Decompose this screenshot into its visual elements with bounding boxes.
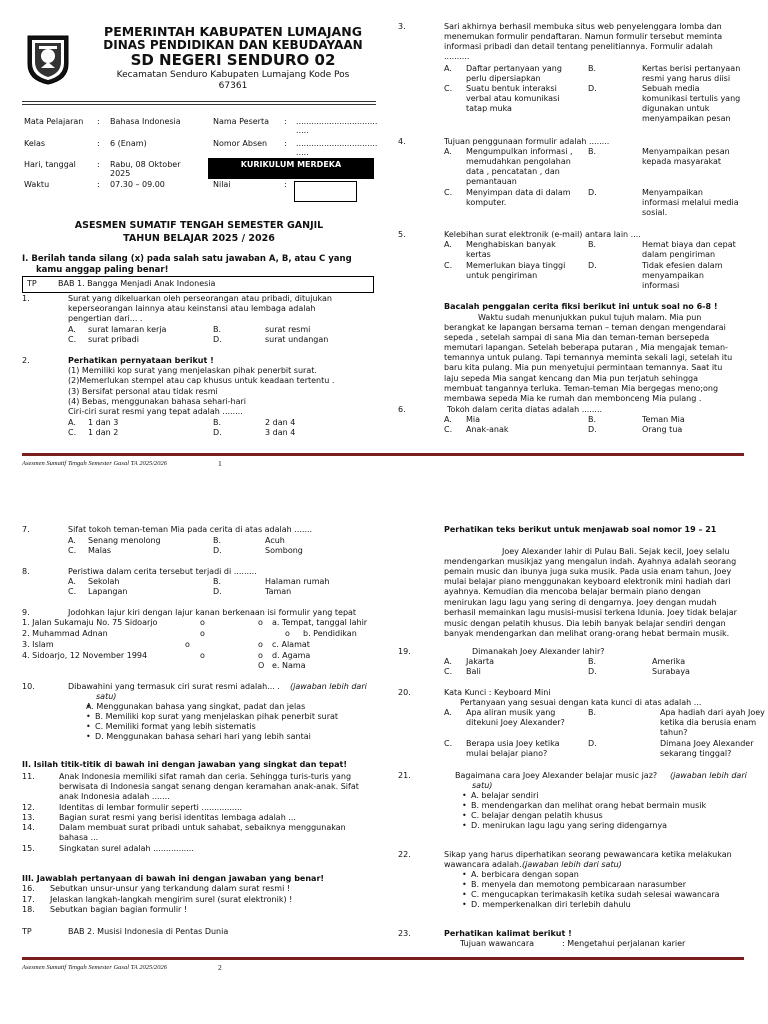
question-text: Surat yang dikeluarkan oleh perseorangan atau pribadi, ditujukan [68,294,332,303]
option-c-letter[interactable]: C. [68,428,77,437]
story-line: pemain music dan ibunya juga suka musik. Pada usia enam tahun, Joey [444,567,732,576]
option-a[interactable]: Mengumpulkan informasi , [466,147,573,156]
option-d-letter[interactable]: D. [588,261,597,270]
story-line: music dengan pelatih khusus. Dia lebih banyak belajar sendiri dengan [444,619,726,628]
name-label: Nama Peserta [213,117,270,126]
exam-year: TAHUN BELAJAR 2025 / 2026 [123,233,275,244]
checklist-item[interactable]: • A. berbicara dengan sopan [462,870,720,880]
question-text: Singkatan surel adalah ................ [59,844,194,853]
option-b[interactable]: dalam pengiriman [642,250,716,259]
match-right-d: d. Agama [272,651,311,660]
question-number: 18. [22,905,35,914]
question-text: informasi pribadi dan detail tentang penelitiannya. Formulir adalah [444,42,713,51]
option-b[interactable]: Menyampaikan pesan [642,147,730,156]
absen-field[interactable]: ................................ [296,139,378,148]
option-a-letter[interactable]: A. [444,657,452,666]
class-label: Kelas [24,139,46,148]
tp-chapter: BAB 1. Bangga Menjadi Anak Indonesia [58,279,216,288]
option-d-letter[interactable]: D. [588,84,597,93]
match-left-2: 2. Muhammad Adnan [22,629,108,638]
checklist [86,702,338,742]
question-number: 16. [22,884,35,893]
question-number: 19. [398,647,411,656]
option-a-letter[interactable]: A. [68,577,76,586]
option-c[interactable]: tatap muka [466,104,512,113]
question-text: anak Indonesia adalah ....... [59,792,170,801]
option-d-letter[interactable]: D. [588,667,597,676]
question-text: Bagaimana cara Joey Alexander belajar music jaz? [455,771,658,780]
option-d[interactable]: Tidak efesien dalam [642,261,723,270]
question-number: 22. [398,850,411,859]
checklist-item[interactable]: • D. Menggunakan bahasa sehari hari yang lebih santai [86,732,338,742]
question-text: Kelebihan surat elektronik (e-mail) antara lain .... [444,230,641,239]
page-number: 2 [218,963,222,972]
option-d-letter[interactable]: D. [588,425,597,434]
option-c-letter[interactable]: C. [444,188,453,197]
option-b-letter[interactable]: B. [588,64,597,73]
option-d-letter[interactable]: D. [588,739,597,748]
question-number: 23. [398,929,411,938]
option-b[interactable]: 2 dan 4 [265,418,296,427]
page-2-footer-rule [22,957,744,960]
story-line: berhasil memainkan lagu musisi-musisi terkena Idunia. Joey tidak belajar [444,608,737,617]
match-dot-left-2[interactable]: o [200,629,205,638]
colon: : [97,180,100,189]
story-line: sepeda , setelah sampai di sana Mia dan teman-teman bersepeda [444,333,710,342]
header-department: DINAS PENDIDIKAN DAN KEBUDAYAAN [103,38,363,52]
time-value: 07.30 – 09.00 [110,180,165,189]
option-c-letter[interactable]: C. [444,667,453,676]
question-text: Jodohkan lajur kiri dengan lajur kanan berkenaan isi formulir yang tepat [68,608,357,617]
page-number: 1 [218,459,222,468]
match-right-a: a. Tempat, tanggal lahir [272,618,368,627]
option-a[interactable]: 1 dan 3 [88,418,119,427]
option-a[interactable]: Sekolah [88,577,120,586]
score-box[interactable] [294,181,357,202]
question-text: Tujuan wawancara [460,939,535,948]
option-b[interactable]: Apa hadiah dari ayah Joey [660,708,765,717]
option-a-letter[interactable]: A. [444,147,452,156]
option-c-letter[interactable]: C. [444,84,453,93]
question-text: keperseorangan lainnya atau keinstansi atau lembaga adalah [68,304,316,313]
question-text: wawancara adalah... [444,860,527,869]
question-number: 7. [22,525,30,534]
option-c[interactable]: 1 dan 2 [88,428,119,437]
story-instruction: Bacalah penggalan cerita fiksi berikut ini untuk soal no 6-8 ! [444,302,718,311]
question-text: Sifat tokoh teman-teman Mia pada cerita di atas adalah ....... [68,525,313,534]
question-hint: (jawaban lebih dari satu) [522,860,622,869]
option-c[interactable]: Suatu bentuk interaksi [466,84,557,93]
option-b[interactable]: surat resmi [265,325,311,334]
option-d[interactable]: digunakan untuk [642,104,710,113]
header-address: Kecamatan Senduro Kabupaten Lumajang Kode Pos [116,70,350,80]
question-hint: satu) [472,781,493,790]
name-field-cont: ..... [296,126,309,135]
option-c-letter[interactable]: C. [68,335,77,344]
option-a[interactable]: Daftar pertanyaan yang [466,64,562,73]
story-line: laju sepeda Mia sangat kencang dan Mia pun terjatuh sehingga [444,374,699,383]
question-number: 11. [22,772,35,781]
question-text: pengertian dari... . [68,314,143,323]
match-left-1: 1. Jalan Sukamaju No. 75 Sidoarjo [22,618,158,627]
option-b[interactable]: kepada masyarakat [642,157,721,166]
option-d-letter[interactable]: D. [213,428,222,437]
option-b[interactable]: Halaman rumah [265,577,330,586]
option-a-letter[interactable]: A. [68,418,76,427]
tp-box [22,276,374,293]
question-text: .......... [444,52,470,61]
question-text: berwisata di Indonesia sangat senang dengan keramahan anak-anak. Sifat [59,782,359,791]
option-b-letter[interactable]: B. [588,240,597,249]
option-a[interactable]: Mia [466,415,481,424]
question-number: 8. [22,567,30,576]
option-c-letter[interactable]: C. [444,739,453,748]
question-hint: satu) [96,692,117,701]
option-c[interactable]: untuk pengiriman [466,271,538,280]
story-line: berangkat ke lapangan bersama teman – teman dengan mengendarai [444,323,726,332]
option-d-letter[interactable]: D. [213,335,222,344]
question-text: Pertanyaan yang sesuai dengan kata kunci di atas adalah ... [460,698,702,707]
option-d[interactable]: informasi [642,281,680,290]
question-text: Peristiwa dalam cerita tersebut terjadi di ......... [68,567,257,576]
question-number: 5. [398,230,406,239]
option-d-letter[interactable]: D. [213,587,222,596]
option-d[interactable]: Dimana Joey Alexander [660,739,754,748]
time-label: Waktu [24,180,50,189]
option-a[interactable]: Menghabiskan banyak [466,240,556,249]
absen-field-cont: ..... [296,148,309,157]
option-d[interactable]: komunikasi tertulis yang [642,94,741,103]
story-line: temannya untuk pulang. Tapi temannya meminta sekali lagi, setelah itu [444,353,733,362]
option-c[interactable]: Lapangan [88,587,128,596]
match-right-c: c. Alamat [272,640,310,649]
option-b[interactable]: tahun? [660,728,688,737]
date-label: Hari, tanggal [24,160,76,169]
question-number: 9. [22,608,30,617]
option-d-letter[interactable]: D. [213,546,222,555]
option-d[interactable]: menyampaikan [642,271,704,280]
option-a-letter[interactable]: A. [444,64,452,73]
school-logo [26,34,70,86]
option-b-letter[interactable]: B. [588,708,597,717]
question-hint: (jawaban lebih dari [290,682,367,691]
checklist-item[interactable]: • D. menirukan lagu lagu yang sering didengarnya [462,821,706,831]
name-field[interactable]: ................................ [296,117,378,126]
match-right-e: e. Nama [272,661,306,670]
question-text: Tujuan penggunaan formulir adalah ........ [444,137,610,146]
match-dot-right-e[interactable]: O [258,661,265,670]
match-left-3: 3. Islam [22,640,54,649]
question-text: Perhatikan kalimat berikut ! [444,929,572,938]
option-c-letter[interactable]: C. [444,425,453,434]
story-line: membawa sepeda Mia ke rumah dan membonceng Mia pulang . [444,394,702,403]
option-c[interactable]: mulai belajar piano? [466,749,548,758]
header-postcode: 67361 [218,81,248,91]
story-line: banyak mendengarkan dan melihat orang-orang hebat bermain musik. [444,629,730,638]
footer-text: Asesmen Sumatif Tengah Semester Gasal TA 2025/2026 [22,964,168,971]
option-a[interactable]: Jakarta [466,657,494,666]
checklist-item[interactable]: • B. Memiliki kop surat yang menjelaskan pihak penerbit surat [86,712,338,722]
question-number: 6. [398,405,406,414]
option-d[interactable]: menyampaikan pesan [642,114,731,123]
checklist-item[interactable]: • A. belajar sendiri [462,791,706,801]
option-d[interactable]: Menyampaikan [642,188,703,197]
checklist [462,791,706,831]
option-c-letter[interactable]: C. [68,587,77,596]
option-b-letter[interactable]: B. [213,577,222,586]
question-text: Jelaskan langkah-langkah mengirim surel (surat elektronik) ! [50,895,293,904]
option-b-letter[interactable]: B. [588,415,597,424]
colon: : [97,117,100,126]
checklist-item[interactable]: • D. memperkenalkan diri terlebih dahulu [462,900,720,910]
option-b[interactable]: Hemat biaya dan cepat [642,240,736,249]
option-a-letter[interactable]: A. [444,240,452,249]
option-b[interactable]: resmi yang harus diisi [642,74,731,83]
question-number: 15. [22,844,35,853]
header-divider-2 [22,104,376,105]
match-left-4: 4. Sidoarjo, 12 November 1994 [22,651,148,660]
option-d-letter[interactable]: D. [588,188,597,197]
statement-3: (3) Bersifat personal atau tidak resmi [68,387,218,396]
option-c[interactable]: Berapa usia Joey ketika [466,739,560,748]
match-dot-right-c[interactable]: o [258,640,263,649]
tp-label: TP [22,927,32,936]
footer-text: Asesmen Sumatif Tengah Semester Gasal TA 2025/2026 [22,460,168,467]
question-number: 2. [22,356,30,365]
question-number: 4. [398,137,406,146]
option-b-letter[interactable]: B. [588,657,597,666]
header-divider [22,101,376,102]
option-c[interactable]: Memerlukan biaya tinggi [466,261,566,270]
option-c[interactable]: surat pribadi [88,335,139,344]
subject-label: Mata Pelajaran [24,117,84,126]
question-number: 14. [22,823,35,832]
colon: : [284,117,287,126]
option-a[interactable]: memudahkan pengolahan [466,157,571,166]
question-text: Bagian surat resmi yang berisi identitas lembaga adalah ... [59,813,296,822]
option-a[interactable]: Senang menolong [88,536,161,545]
option-d[interactable]: Surabaya [652,667,690,676]
option-c[interactable]: Anak-anak [466,425,509,434]
question-text: Sari akhirnya berhasil membuka situs web penyelenggara lomba dan [444,22,722,31]
option-a[interactable]: Apa aliran musik yang [466,708,556,717]
checklist [462,870,720,910]
option-a[interactable]: pemantauan [466,177,517,186]
option-c[interactable]: Malas [88,546,112,555]
date-value: Rabu, 08 Oktober [110,160,181,169]
question-text: Tokoh dalam cerita diatas adalah ........ [447,405,603,414]
option-d[interactable]: Sombong [265,546,303,555]
option-a-letter[interactable]: A. [68,325,76,334]
option-d[interactable]: Taman [265,587,292,596]
story-line: memutari lapangan. Setelah beberapa putaran , Mia mengajak teman- [444,343,728,352]
option-a-letter[interactable]: A. [444,415,452,424]
question-text: Anak Indonesia memiliki sifat ramah dan ceria. Sehingga turis-turis yang [59,772,352,781]
match-dot-right-b[interactable]: o [285,629,290,638]
question-hint: (jawaban lebih dari [670,771,747,780]
date-value-year: 2025 [110,169,131,178]
question-text: Dalam membuat surat pribadi untuk sahabat, sebaiknya menggunakan [59,823,346,832]
question-text: Perhatikan pernyataan berikut ! [68,356,214,365]
option-d[interactable]: 3 dan 4 [265,428,296,437]
match-dot-left-3[interactable]: o [185,640,190,649]
header-school: SD NEGERI SENDURO 02 [130,51,336,69]
question-text: Sikap yang harus diperhatikan seorang pewawancara ketika melakukan [444,850,732,859]
header-government: PEMERINTAH KABUPATEN LUMAJANG [104,24,362,39]
option-d[interactable]: surat undangan [265,335,329,344]
story-line: membuat tangannya terluka. Teman-teman Mia bergegas meno;ong [444,384,719,393]
option-b-letter[interactable]: B. [213,418,222,427]
story-line: mendengarkan musikjaz yang mengalun indah. Ayahnya adalah seorang [444,557,737,566]
statement-2: (2)Memerlukan stempel atau cap khusus untuk keadaan tertentu . [68,376,335,385]
question-text: Kata Kunci : Keyboard Mini [444,688,551,697]
option-a-letter[interactable]: A. [444,708,452,717]
question-text: : Mengetahui perjalanan karier [562,939,686,948]
tp-chapter: BAB 2. Musisi Indonesia di Pentas Dunia [68,927,229,936]
option-d[interactable]: Sebuah media [642,84,700,93]
option-b[interactable]: ketika dia berusia enam [660,718,757,727]
question-number: 21. [398,771,411,780]
option-b[interactable]: Kertas berisi pertanyaan [642,64,741,73]
section-3-instruction: III. Jawablah pertanyaan di bawah ini dengan jawaban yang benar! [22,874,325,883]
checklist-item[interactable]: • C. belajar dengan pelatih khusus [462,811,706,821]
question-text: Dibawahini yang termasuk ciri surat resmi adalah... . [68,682,280,691]
story-line: baru kita pulang. Mia pun menyetujui permintaan temannya. Saat itu [444,363,723,372]
option-b[interactable]: Acuh [265,536,285,545]
match-dot-left-1[interactable]: o [200,618,205,627]
option-b-letter[interactable]: B. [213,536,222,545]
section-2-instruction: II. Isilah titik-titik di bawah ini dengan jawaban yang singkat dan tepat! [22,760,348,769]
option-c[interactable]: Menyimpan data di dalam [466,188,571,197]
question-text: Identitas di lembar formulir seperti ................ [59,803,243,812]
option-b-letter[interactable]: B. [588,147,597,156]
question-number: 17. [22,895,35,904]
score-label: Nilai [213,180,231,189]
class-value: 6 (Enam) [110,139,147,148]
story-instruction: Perhatikan teks berikut untuk menjawab soal nomor 19 – 21 [444,525,717,534]
option-c[interactable]: komputer. [466,198,507,207]
option-d[interactable]: Orang tua [642,425,683,434]
match-right-b: b. Pendidikan [303,629,357,638]
question-text: Ciri-ciri surat resmi yang tepat adalah ........ [68,407,243,416]
colon: : [97,160,100,169]
question-text: Sebutkan bagian bagian formulir ! [50,905,188,914]
story-line: Joey Alexander lahir di Pulau Bali. Sejak kecil, Joey selalu [502,547,730,556]
checklist-item[interactable]: • B. mendengarkan dan melihat orang hebat bermain musik [462,801,706,811]
curriculum-banner: KURIKULUM MERDEKA [208,158,374,179]
question-text: Dimanakah Joey Alexander lahir? [472,647,605,656]
question-text: menemukan formulir pendaftaran. Namun formulir tersebut meminta [444,32,723,41]
section-1-instruction-cont: kamu anggap paling benar! [36,265,169,275]
story-line: mulai belajar piano menggunakan keyboard elektronik mini hadiah dari [444,577,731,586]
section-1-instruction: I. Berilah tanda silang (x) pada salah satu jawaban A, B, atau C yang [22,254,352,264]
story-line: menirukan lagu lagu yang sering di dengarnya. Joey dengan mudah [444,598,717,607]
question-number: 10. [22,682,35,691]
statement-4: (4) Bebas, menggunakan bahasa sehari-hari [68,397,247,406]
story-line: Waktu sudah menunjukkan pukul tujuh malam. Mia pun [478,313,702,322]
question-number: 3. [398,22,406,31]
match-dot-left-4[interactable]: o [200,651,205,660]
option-c-letter[interactable]: C. [68,546,77,555]
option-b[interactable]: Teman Mia [642,415,685,424]
colon: : [284,180,287,189]
option-a[interactable]: kertas [466,250,491,259]
subject-value: Bahasa Indonesia [110,117,181,126]
question-number: 20. [398,688,411,697]
checklist-item[interactable]: • C. mengucapkan terimakasih ketika sudah selesai wawancara [462,890,720,900]
statement-1: (1) Memiliki kop surat yang menjelaskan pihak penerbit surat. [68,366,317,375]
tp-label: TP [27,279,37,288]
option-b[interactable]: Amerika [652,657,686,666]
colon: : [97,139,100,148]
option-d[interactable]: sekarang tinggal? [660,749,732,758]
option-a[interactable]: surat lamaran kerja [88,325,167,334]
colon: : [284,139,287,148]
question-number: 12. [22,803,35,812]
option-d[interactable]: informasi melalui media [642,198,739,207]
option-d[interactable]: sosial. [642,208,668,217]
option-b-letter[interactable]: B. [213,325,222,334]
option-a[interactable]: ditekuni Joey Alexander? [466,718,565,727]
question-number: 13. [22,813,35,822]
checklist-item[interactable]: • A. Menggunakan bahasa yang singkat, padat dan jelas [86,702,338,712]
page-1-footer-rule [22,453,744,456]
checklist-item[interactable]: • C. Memiliki format yang lebih sistematis [86,722,338,732]
option-a[interactable]: perlu dipersiapkan [466,74,541,83]
option-a-letter[interactable]: A. [68,536,76,545]
story-line: ayahnya. Kemudian dia mencoba belajar bermain piano dengan [444,587,701,596]
question-text: Sebutkan unsur-unsur yang terkandung dalam surat resmi ! [50,884,291,893]
option-c[interactable]: Bali [466,667,481,676]
match-dot-right-a[interactable]: o [258,618,263,627]
option-c-letter[interactable]: C. [444,261,453,270]
match-dot-right-d[interactable]: o [258,651,263,660]
option-c[interactable]: verbal atau komunikasi [466,94,560,103]
checklist-item[interactable]: • B. menyela dan memotong pembicaraan narasumber [462,880,720,890]
question-number: 1. [22,294,30,303]
question-text: bahasa ... [59,833,99,842]
option-a[interactable]: data , pencatatan , dan [466,167,560,176]
exam-title: ASESMEN SUMATIF TENGAH SEMESTER GANJIL [74,220,324,231]
absen-label: Nomor Absen [213,139,268,148]
